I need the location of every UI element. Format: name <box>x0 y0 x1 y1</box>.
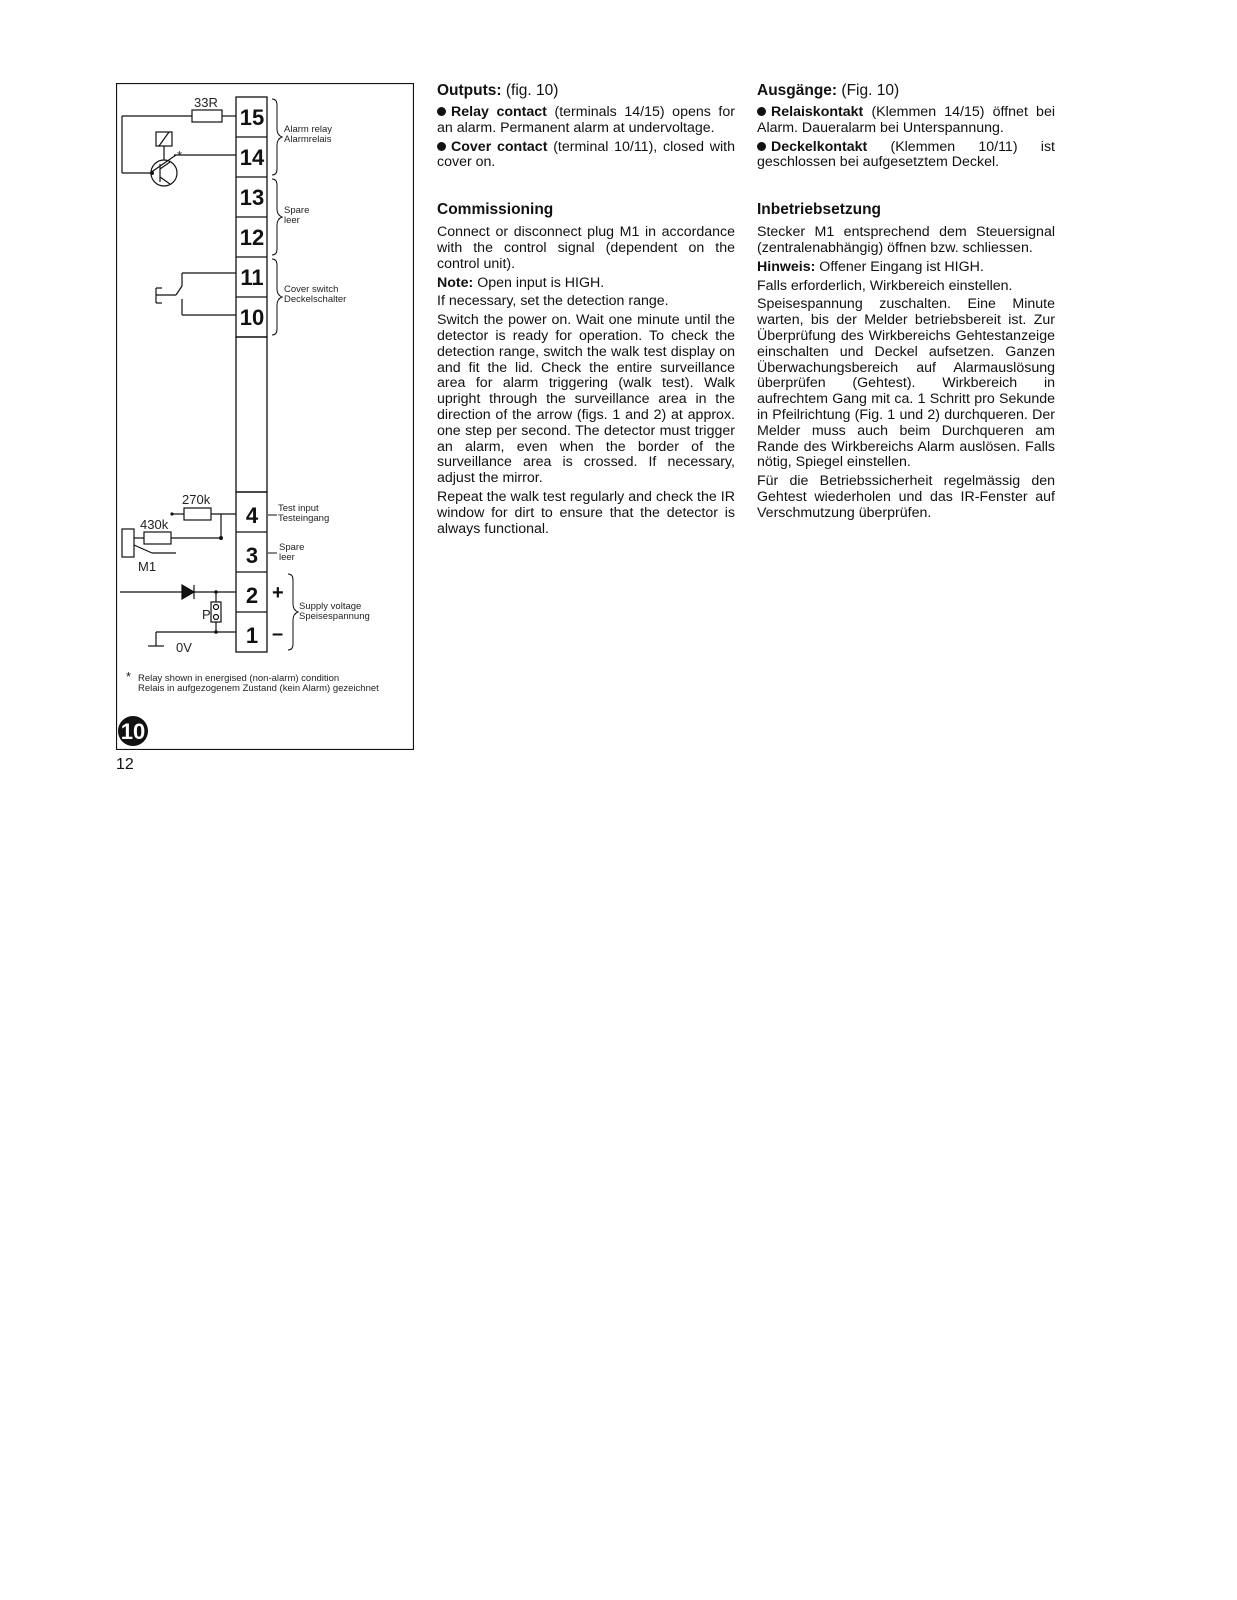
figure-number: 10 <box>120 719 146 744</box>
note-en <box>437 276 735 292</box>
outputs-ref-de: (Fig. 10) <box>841 82 900 99</box>
terminal-12: 12 <box>239 225 265 250</box>
plug-m1 <box>122 529 134 557</box>
label-test-en: Test input <box>278 503 319 514</box>
page-number: 12 <box>116 756 134 773</box>
note-label-de: Hinweis: <box>757 258 816 275</box>
terminal-3: 3 <box>245 543 259 568</box>
terminal-11: 11 <box>240 265 264 290</box>
outputs-ref-en: (fig. 10) <box>505 82 559 99</box>
label-m1: M1 <box>138 559 157 574</box>
terminal-1: 1 <box>245 623 259 648</box>
label-33r: 33R <box>194 95 218 110</box>
paragraph-range-de: Falls erforderlich, Wirkbereich einstellen. <box>757 277 1013 294</box>
footnote-de: Relais in aufgezogenem Zustand (kein Alarm) gezeichnet <box>138 683 379 694</box>
outputs-heading-en <box>437 82 735 100</box>
terminal-strip <box>236 97 267 652</box>
note-text-en: Open input is HIGH. <box>477 274 605 291</box>
label-supply-en: Supply voltage <box>299 601 362 612</box>
label-cover-de: Deckelschalter <box>284 294 347 305</box>
label-supply-de: Speisespannung <box>299 611 370 622</box>
paragraph-walktest-en: Switch the power on. Wait one minute until the detector is ready for operation. To check the detection range, switch the walk test display on and fit the lid. Check the entire surveillance area for alarm triggering (walk test). Walk upright through the surveillance area in the direction of the arrow (figs. 1 and 2) at approx. one step per second. The detector must trigger an alarm, even when the border of the surveillance area is crossed. If necessary, adjust the mirror. <box>437 312 735 487</box>
cover-switch-circuit <box>156 273 236 315</box>
relay-star: * <box>177 148 183 163</box>
commissioning-heading-en: Commissioning <box>437 201 554 219</box>
label-spare1-en: Spare <box>284 205 310 216</box>
paragraph-range-en: If necessary, set the detection range. <box>437 293 669 310</box>
test-input-circuit <box>122 508 236 557</box>
diagram-frame <box>117 84 414 750</box>
cover-text-de: (Klemmen 10/11) ist geschlossen bei aufgesetztem Deckel. <box>757 138 1055 171</box>
bullet-icon <box>757 107 766 116</box>
resistor-33r <box>192 110 222 122</box>
label-spare1-de: leer <box>284 215 300 226</box>
relay-item-de <box>757 105 1055 137</box>
footnote-en: Relay shown in energised (non-alarm) condition <box>138 673 340 684</box>
note-label-en: Note: <box>437 274 474 291</box>
cover-label-en: Cover contact <box>451 138 548 155</box>
cover-item-de <box>757 140 1055 172</box>
wiring-diagram-svg <box>116 83 414 750</box>
label-cover-en: Cover switch <box>284 284 339 295</box>
outputs-heading-de <box>757 82 1055 100</box>
relay-label-de: Relaiskontakt <box>771 104 864 120</box>
german-column <box>757 82 1055 525</box>
resistor-270k <box>184 508 211 520</box>
terminal-10: 10 <box>239 305 265 330</box>
relay-text-en: (terminals 14/15) opens for an alarm. Permanent alarm at undervoltage. <box>437 104 735 136</box>
paragraph-repeat-en: Repeat the walk test regularly and check the IR window for dirt to ensure that the detector is always functional. <box>437 488 735 537</box>
resistor-430k <box>144 532 171 544</box>
wiring-diagram <box>116 83 414 750</box>
paragraph-repeat-de: Für die Betriebssicherheit regelmässig den Gehtest wiederholen und das IR-Fenster auf Verschmutzung überprüfen. <box>757 473 1055 521</box>
terminal-4: 4 <box>245 503 259 528</box>
bullet-icon <box>757 142 766 151</box>
commissioning-heading-de: Inbetriebsetzung <box>757 201 882 219</box>
terminal-15: 15 <box>239 105 265 130</box>
outputs-title-de: Ausgänge: <box>757 82 838 99</box>
label-spare2-en: Spare <box>279 542 305 553</box>
relay-text-de: (Klemmen 14/15) öffnet bei Alarm. Daueralarm bei Unterspannung. <box>757 104 1055 136</box>
terminal-14: 14 <box>239 145 265 170</box>
cover-item-en <box>437 140 735 172</box>
relay-item-en <box>437 105 735 137</box>
cover-label-de: Deckelkontakt <box>771 138 868 155</box>
label-test-de: Testeingang <box>278 513 330 524</box>
note-text-de: Offener Eingang ist HIGH. <box>819 258 984 275</box>
terminal-13: 13 <box>239 185 265 210</box>
label-p: P <box>202 607 211 622</box>
cover-text-en: (terminal 10/11), closed with cover on. <box>437 138 735 171</box>
terminal-2: 2 <box>245 583 259 608</box>
label-0v: 0V <box>176 640 192 655</box>
diode-symbol <box>182 585 194 599</box>
label-spare2-de: leer <box>279 552 295 563</box>
paragraph-plug-en: Connect or disconnect plug M1 in accordance with the control signal (dependent on the control unit). <box>437 224 735 272</box>
english-column <box>437 82 735 540</box>
label-alarm-relay-de: Alarmrelais <box>284 134 332 145</box>
bullet-icon <box>437 142 446 151</box>
outputs-title-en: Outputs: <box>437 82 502 99</box>
paragraph-walktest-de: Speisespannung zuschalten. Eine Minute warten, bis der Melder betriebsbereit ist. Zur Überprüfung des Wirkbereichs Gehtestanzeige einschalten und Deckel aufsetzen. Ganzen Überwachungsbereich auf Alarmauslösung überprüfen (Gehtest). Wirkbereich in aufrechtem Gang mit ca. 1 Schritt pro Sekunde in Pfeilrichtung (Fig. 1 und 2) durchqueren. Der Melder muss auch beim Durchqueren am Rande des Wirkbereichs Alarm auslösen. Falls nötig, Spiegel einstellen. <box>757 296 1055 471</box>
supply-circuit <box>120 585 236 646</box>
label-430k: 430k <box>140 517 169 532</box>
plus-sign: + <box>272 582 284 604</box>
paragraph-plug-de: Stecker M1 entsprechend dem Steuersignal (zentralenabhängig) öffnen bzw. schliessen. <box>757 224 1055 256</box>
group-braces <box>268 99 298 650</box>
label-alarm-relay-en: Alarm relay <box>284 124 333 135</box>
note-de <box>757 260 1055 276</box>
footnote-star: * <box>126 669 132 684</box>
label-270k: 270k <box>182 492 211 507</box>
bullet-icon <box>437 107 446 116</box>
relay-label-en: Relay contact <box>451 104 547 120</box>
minus-sign: – <box>272 623 284 645</box>
